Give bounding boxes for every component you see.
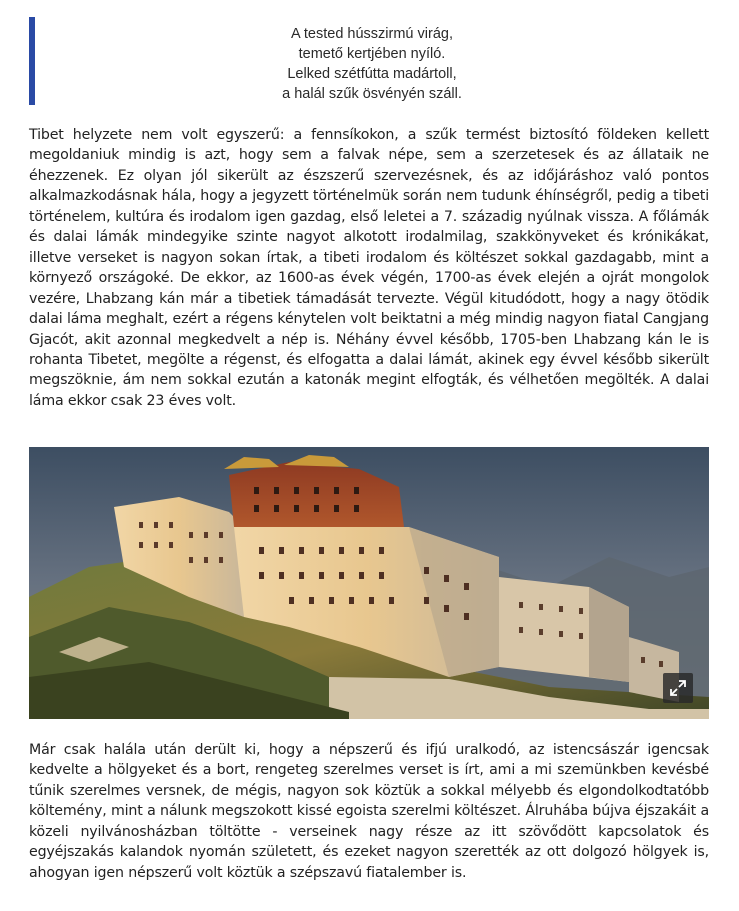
poem-line: temető kertjében nyíló. (298, 46, 446, 62)
poem-lines (35, 24, 709, 104)
poem-line: a halál szűk ösvényén száll. (282, 86, 462, 102)
poem-line: A tested hússzirmú virág, (291, 26, 453, 42)
blockquote (29, 17, 709, 105)
article-paragraph: Tibet helyzete nem volt egyszerű: a fennsíkokon, a szűk termést biztosító földeken kellett megoldaniuk mindig is azt, hogy sem a falvak népe, sem a szerzetesek és az állataik ne éhezzenek. Ez olyan jól sikerült az észszerű szervezésnek, és az időjáráshoz való pontos alkalmazkodásnak hála, hogy a jegyzett történelmük során nem tudunk éhínségről, pedig a tibeti történelem, kultúra és irodalom igen gazdag, első leletei a 7. századig nyúlnak vissza. A főlámák és dalai lámák mindegyike szinte nagyot alkotott irodalmilag, szakkönyveket és krónikákat, illetve verseket is nagyon sokan írtak, a tibeti irodalom és költészet sokkal gazdagabb, mint a környező országoké. De ekkor, az 1600-as évek végén, 1700-as évek elején a ojrát mongolok vezére, Lhabzang kán már a tibetiek támadását tervezte. Végül kitudódott, hogy a nagy ötödik dalai láma meghalt, ezért a régens kénytelen volt beiktatni a még mindig nagyon fiatal Cangjang Gjacót, akit azonnal megkedvelt a nép is. Néhány évvel később, 1705-ben Lhabzang kán le is rohanta Tibetet, megölte a régenst, és elfogatta a dalai lámát, akinek egy évvel később sikerült megszöknie, ám nem sokkal ezután a katonák megint elfogták, és vélhetően megölték. A dalai láma ekkor csak 23 éves volt. (29, 127, 709, 409)
expand-button[interactable] (663, 673, 693, 703)
poem-line: Lelked szétfútta madártoll, (287, 66, 457, 82)
expand-icon (670, 680, 686, 696)
potala-palace-image[interactable] (29, 447, 709, 719)
palace-illustration (29, 447, 709, 719)
article-paragraph: Már csak halála után derült ki, hogy a népszerű és ifjú uralkodó, az istencsászár igencsak kedvelte a hölgyeket és a bort, rengeteg szerelmes verset is írt, ami a mi szemünkben kevésbé tűnik szerelmes versnek, de mégis, nagyon sok köztük a sokkal mélyebb és elgondolkodtatóbb költemény, mint a nálunk megszokott kissé egoista szerelmi költészet. Álruhába bújva éjszakáit a közeli nyilvánosházban töltötte - verseinek nagy része az itt szövődött kapcsolatok és egyéjszakás kalandok nyomán született, és ezeket nagyon szerették az ott dolgozó hölgyek is, ahogyan igen népszerű volt köztük a szépszavú fiatalember is. (29, 742, 709, 881)
